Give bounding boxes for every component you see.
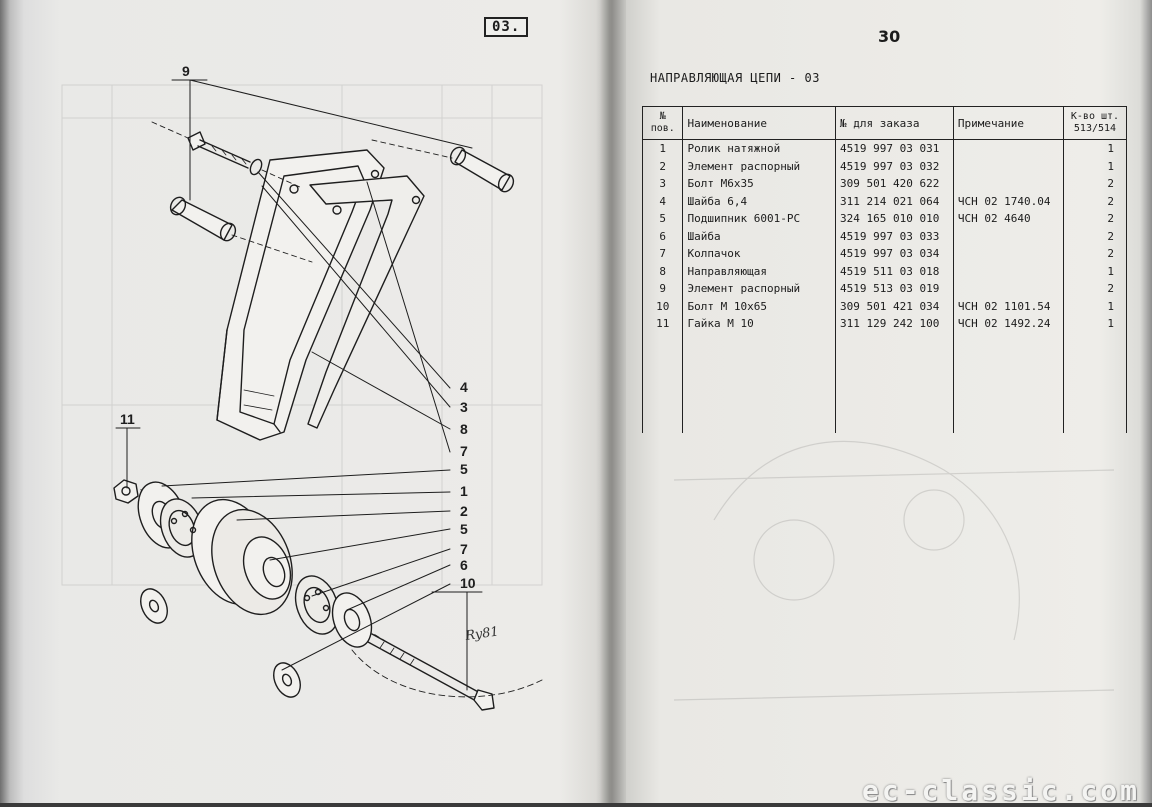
row-quantity: 2: [1063, 228, 1126, 246]
callout-label: 1: [460, 483, 468, 499]
row-order-number: 4519 997 03 033: [836, 228, 954, 246]
row-pos: 1: [643, 140, 683, 158]
empty-cell: [836, 333, 954, 433]
row-note: [953, 158, 1063, 176]
row-note: ЧСН 02 1101.54: [953, 298, 1063, 316]
row-note: [953, 228, 1063, 246]
row-note: ЧСН 02 4640: [953, 210, 1063, 228]
empty-cell: [1063, 333, 1126, 433]
callout-label: 5: [460, 461, 468, 477]
table-row: [643, 193, 1127, 211]
row-name: Элемент распорный: [683, 280, 836, 298]
row-pos: 4: [643, 193, 683, 211]
bolt-m6-drawing: [188, 132, 264, 176]
row-pos: 10: [643, 298, 683, 316]
row-pos: 7: [643, 245, 683, 263]
row-name: Колпачок: [683, 245, 836, 263]
callout-label: 3: [460, 399, 468, 415]
row-pos: 5: [643, 210, 683, 228]
row-quantity: 1: [1063, 158, 1126, 176]
empty-cell: [953, 333, 1063, 433]
row-note: [953, 245, 1063, 263]
header-quantity: К-во шт. 513/514: [1063, 107, 1126, 140]
row-name: Направляющая: [683, 263, 836, 281]
table-row: [643, 315, 1127, 333]
table-row: [643, 210, 1127, 228]
row-quantity: 2: [1063, 245, 1126, 263]
row-pos: 11: [643, 315, 683, 333]
row-order-number: 4519 511 03 018: [836, 263, 954, 281]
callout-label: 9: [182, 63, 190, 79]
table-row: [643, 175, 1127, 193]
row-note: [953, 280, 1063, 298]
callout-label: 4: [460, 379, 468, 395]
table-row: [643, 298, 1127, 316]
row-name: Ролик натяжной: [683, 140, 836, 158]
header-order-number: № для заказа: [836, 107, 954, 140]
header-name: Наименование: [683, 107, 836, 140]
page-number: 30: [878, 27, 901, 46]
row-name: Гайка М 10: [683, 315, 836, 333]
row-pos: 9: [643, 280, 683, 298]
callout-label: 11: [120, 411, 135, 427]
right-page: [614, 0, 1152, 803]
header-note: Примечание: [953, 107, 1063, 140]
row-name: Болт М6x35: [683, 175, 836, 193]
row-order-number: 4519 997 03 034: [836, 245, 954, 263]
row-pos: 3: [643, 175, 683, 193]
row-order-number: 311 129 242 100: [836, 315, 954, 333]
row-pos: 6: [643, 228, 683, 246]
row-order-number: 4519 513 03 019: [836, 280, 954, 298]
table-header-row: [643, 107, 1127, 140]
empty-cell: [643, 333, 683, 433]
signature: Ry81: [464, 624, 500, 644]
callout-label: 8: [460, 421, 468, 437]
row-pos: 8: [643, 263, 683, 281]
row-note: [953, 263, 1063, 281]
row-name: Шайба 6,4: [683, 193, 836, 211]
row-pos: 2: [643, 158, 683, 176]
bolt-m10-drawing: [368, 634, 494, 710]
page-label: 03.: [484, 17, 528, 37]
row-name: Подшипник 6001-РС: [683, 210, 836, 228]
row-name: Элемент распорный: [683, 158, 836, 176]
table-empty-space: [643, 333, 1127, 433]
empty-cell: [683, 333, 836, 433]
callout-label: 7: [460, 541, 468, 557]
callout-label: 10: [460, 575, 476, 591]
row-quantity: 1: [1063, 298, 1126, 316]
left-page: [12, 0, 600, 803]
exploded-parts-drawing: [12, 0, 600, 803]
row-note: [953, 140, 1063, 158]
header-pos: № пов.: [643, 107, 683, 140]
row-quantity: 2: [1063, 280, 1126, 298]
watermark: ec-classic.com: [862, 774, 1141, 807]
callout-label: 6: [460, 557, 468, 573]
table-row: [643, 280, 1127, 298]
row-note: ЧСН 02 1492.24: [953, 315, 1063, 333]
row-quantity: 2: [1063, 175, 1126, 193]
roller-assembly-drawing: [130, 476, 379, 653]
row-order-number: 309 501 421 034: [836, 298, 954, 316]
table-row: [643, 245, 1127, 263]
row-quantity: 1: [1063, 263, 1126, 281]
table-row: [643, 140, 1127, 158]
table-row: [643, 263, 1127, 281]
row-order-number: 324 165 010 010: [836, 210, 954, 228]
callout-label: 7: [460, 443, 468, 459]
row-quantity: 1: [1063, 315, 1126, 333]
row-name: Шайба: [683, 228, 836, 246]
row-name: Болт М 10x65: [683, 298, 836, 316]
row-note: ЧСН 02 1740.04: [953, 193, 1063, 211]
nut-m10-drawing: [114, 480, 138, 503]
callout-label: 2: [460, 503, 468, 519]
row-order-number: 4519 997 03 032: [836, 158, 954, 176]
row-order-number: 311 214 021 064: [836, 193, 954, 211]
table-row: [643, 228, 1127, 246]
section-title: НАПРАВЛЯЮЩАЯ ЦЕПИ - 03: [650, 71, 820, 85]
row-order-number: 4519 997 03 031: [836, 140, 954, 158]
row-quantity: 2: [1063, 193, 1126, 211]
row-quantity: 1: [1063, 140, 1126, 158]
parts-table: [642, 106, 1127, 433]
callout-label: 5: [460, 521, 468, 537]
row-order-number: 309 501 420 622: [836, 175, 954, 193]
row-quantity: 2: [1063, 210, 1126, 228]
row-note: [953, 175, 1063, 193]
table-row: [643, 158, 1127, 176]
guide-bracket-drawing: [217, 150, 424, 440]
